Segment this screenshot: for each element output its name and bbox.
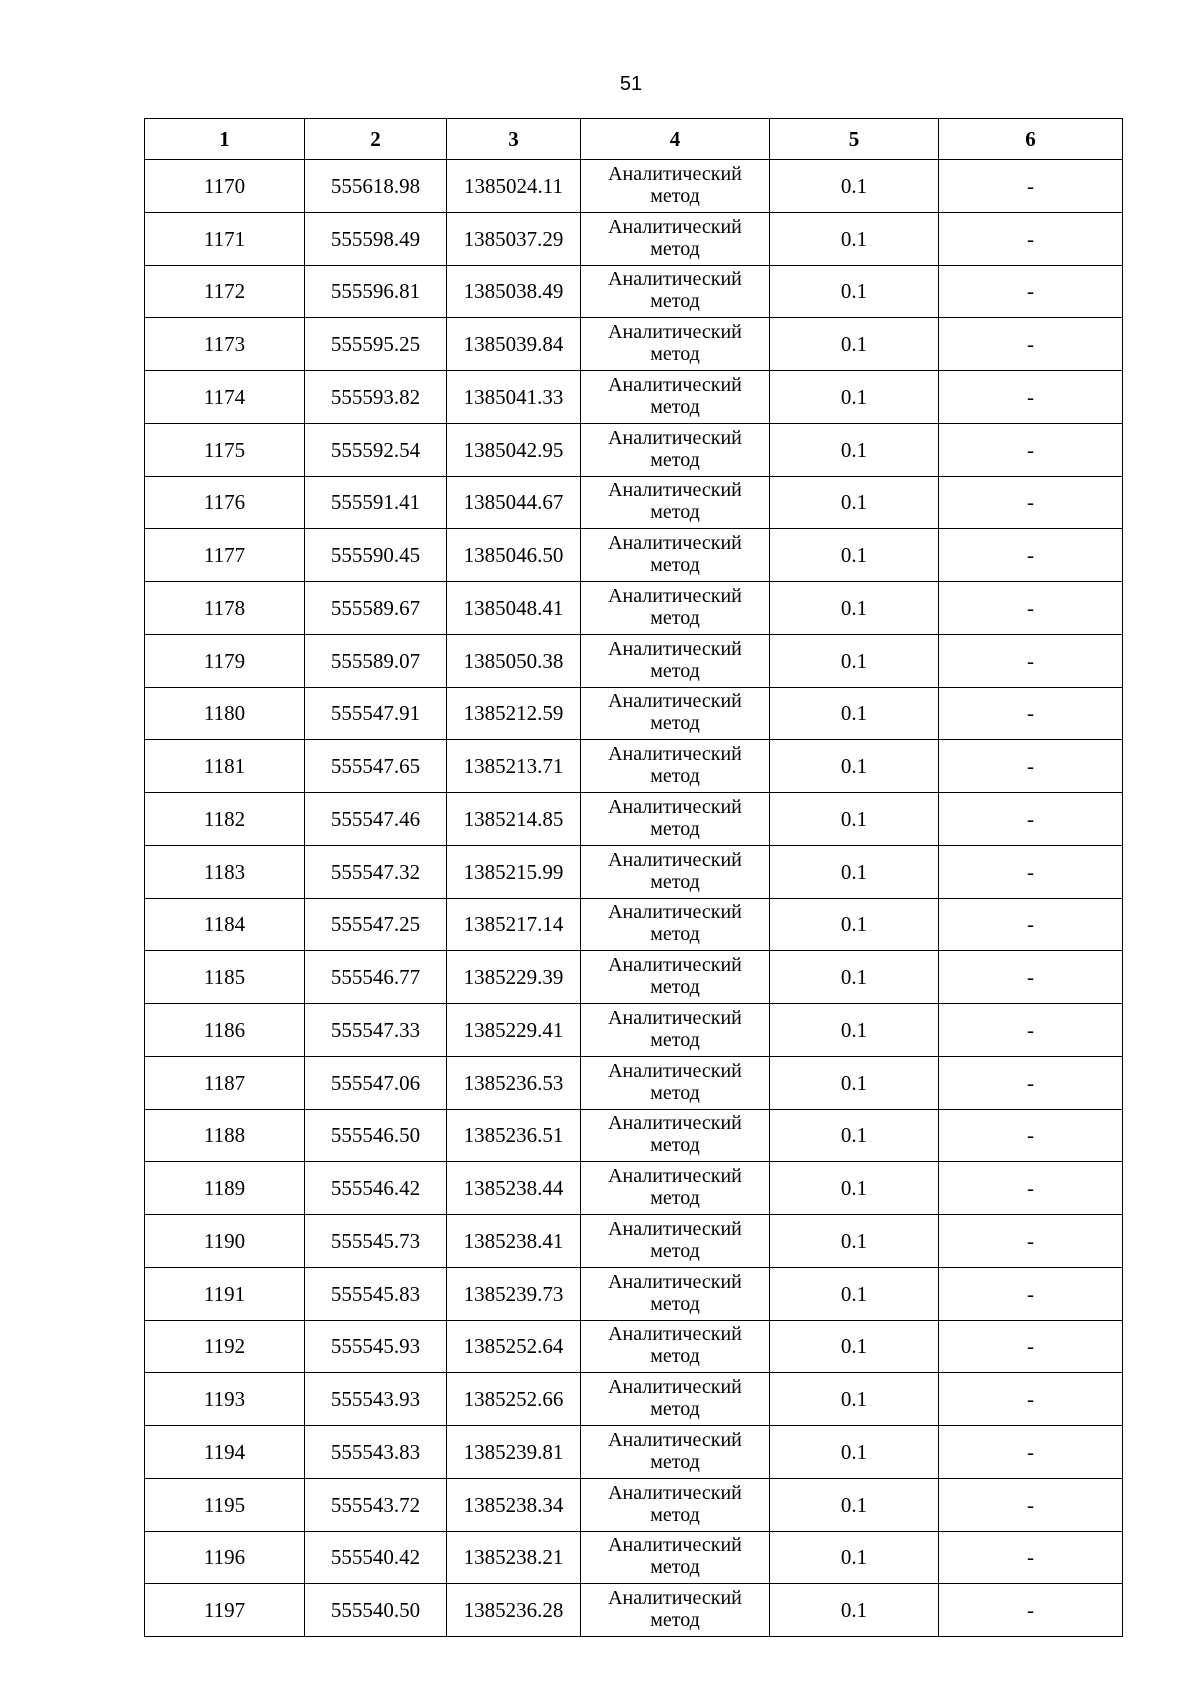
note-cell: -	[939, 160, 1123, 213]
note-cell: -	[939, 371, 1123, 424]
note-cell: -	[939, 845, 1123, 898]
x-coordinate-cell: 555547.46	[305, 793, 447, 846]
y-coordinate-cell: 1385229.41	[447, 1004, 581, 1057]
note-cell: -	[939, 582, 1123, 635]
table-row	[145, 318, 1123, 371]
accuracy-cell: 0.1	[770, 951, 939, 1004]
header-cell-2: 2	[305, 119, 447, 160]
x-coordinate-cell: 555547.32	[305, 845, 447, 898]
table-body	[145, 160, 1123, 1637]
x-coordinate-cell: 555547.06	[305, 1056, 447, 1109]
method-cell: Аналитический метод	[581, 160, 770, 213]
accuracy-cell: 0.1	[770, 582, 939, 635]
method-cell: Аналитический метод	[581, 1004, 770, 1057]
y-coordinate-cell: 1385044.67	[447, 476, 581, 529]
point-number-cell: 1172	[145, 265, 305, 318]
method-cell: Аналитический метод	[581, 793, 770, 846]
header-cell-6: 6	[939, 119, 1123, 160]
x-coordinate-cell: 555545.83	[305, 1267, 447, 1320]
y-coordinate-cell: 1385024.11	[447, 160, 581, 213]
table-row	[145, 582, 1123, 635]
x-coordinate-cell: 555595.25	[305, 318, 447, 371]
point-number-cell: 1185	[145, 951, 305, 1004]
method-cell: Аналитический метод	[581, 1478, 770, 1531]
x-coordinate-cell: 555598.49	[305, 212, 447, 265]
accuracy-cell: 0.1	[770, 1320, 939, 1373]
y-coordinate-cell: 1385048.41	[447, 582, 581, 635]
y-coordinate-cell: 1385236.28	[447, 1584, 581, 1637]
y-coordinate-cell: 1385217.14	[447, 898, 581, 951]
y-coordinate-cell: 1385252.64	[447, 1320, 581, 1373]
note-cell: -	[939, 1373, 1123, 1426]
note-cell: -	[939, 1320, 1123, 1373]
point-number-cell: 1188	[145, 1109, 305, 1162]
table-row	[145, 476, 1123, 529]
method-cell: Аналитический метод	[581, 1320, 770, 1373]
table-row	[145, 951, 1123, 1004]
method-cell: Аналитический метод	[581, 1267, 770, 1320]
table-row	[145, 423, 1123, 476]
note-cell: -	[939, 476, 1123, 529]
x-coordinate-cell: 555543.83	[305, 1426, 447, 1479]
y-coordinate-cell: 1385046.50	[447, 529, 581, 582]
table-row	[145, 529, 1123, 582]
accuracy-cell: 0.1	[770, 1531, 939, 1584]
accuracy-cell: 0.1	[770, 687, 939, 740]
y-coordinate-cell: 1385050.38	[447, 634, 581, 687]
note-cell: -	[939, 898, 1123, 951]
note-cell: -	[939, 423, 1123, 476]
table-row	[145, 687, 1123, 740]
note-cell: -	[939, 1109, 1123, 1162]
x-coordinate-cell: 555546.42	[305, 1162, 447, 1215]
accuracy-cell: 0.1	[770, 1109, 939, 1162]
note-cell: -	[939, 1056, 1123, 1109]
accuracy-cell: 0.1	[770, 1056, 939, 1109]
table-row	[145, 898, 1123, 951]
x-coordinate-cell: 555546.50	[305, 1109, 447, 1162]
header-cell-4: 4	[581, 119, 770, 160]
table-row	[145, 1478, 1123, 1531]
y-coordinate-cell: 1385238.21	[447, 1531, 581, 1584]
accuracy-cell: 0.1	[770, 1478, 939, 1531]
table-row	[145, 1320, 1123, 1373]
method-cell: Аналитический метод	[581, 371, 770, 424]
method-cell: Аналитический метод	[581, 1531, 770, 1584]
accuracy-cell: 0.1	[770, 265, 939, 318]
x-coordinate-cell: 555547.65	[305, 740, 447, 793]
accuracy-cell: 0.1	[770, 1215, 939, 1268]
note-cell: -	[939, 1162, 1123, 1215]
x-coordinate-cell: 555545.73	[305, 1215, 447, 1268]
method-cell: Аналитический метод	[581, 1215, 770, 1268]
table-row	[145, 160, 1123, 213]
table-row	[145, 1531, 1123, 1584]
accuracy-cell: 0.1	[770, 740, 939, 793]
y-coordinate-cell: 1385236.53	[447, 1056, 581, 1109]
table-row	[145, 1162, 1123, 1215]
x-coordinate-cell: 555547.91	[305, 687, 447, 740]
y-coordinate-cell: 1385238.44	[447, 1162, 581, 1215]
y-coordinate-cell: 1385238.34	[447, 1478, 581, 1531]
header-cell-3: 3	[447, 119, 581, 160]
y-coordinate-cell: 1385238.41	[447, 1215, 581, 1268]
method-cell: Аналитический метод	[581, 845, 770, 898]
table-row	[145, 1215, 1123, 1268]
point-number-cell: 1180	[145, 687, 305, 740]
method-cell: Аналитический метод	[581, 476, 770, 529]
method-cell: Аналитический метод	[581, 529, 770, 582]
accuracy-cell: 0.1	[770, 1584, 939, 1637]
point-number-cell: 1175	[145, 423, 305, 476]
x-coordinate-cell: 555592.54	[305, 423, 447, 476]
note-cell: -	[939, 1267, 1123, 1320]
method-cell: Аналитический метод	[581, 740, 770, 793]
table-row	[145, 740, 1123, 793]
point-number-cell: 1174	[145, 371, 305, 424]
x-coordinate-cell: 555589.67	[305, 582, 447, 635]
y-coordinate-cell: 1385214.85	[447, 793, 581, 846]
point-number-cell: 1189	[145, 1162, 305, 1215]
y-coordinate-cell: 1385041.33	[447, 371, 581, 424]
accuracy-cell: 0.1	[770, 634, 939, 687]
accuracy-cell: 0.1	[770, 1267, 939, 1320]
x-coordinate-cell: 555590.45	[305, 529, 447, 582]
table-row	[145, 793, 1123, 846]
point-number-cell: 1195	[145, 1478, 305, 1531]
y-coordinate-cell: 1385038.49	[447, 265, 581, 318]
x-coordinate-cell: 555589.07	[305, 634, 447, 687]
table-row	[145, 845, 1123, 898]
table-row	[145, 1373, 1123, 1426]
table-row	[145, 1584, 1123, 1637]
accuracy-cell: 0.1	[770, 1373, 939, 1426]
method-cell: Аналитический метод	[581, 582, 770, 635]
x-coordinate-cell: 555547.33	[305, 1004, 447, 1057]
accuracy-cell: 0.1	[770, 898, 939, 951]
method-cell: Аналитический метод	[581, 634, 770, 687]
x-coordinate-cell: 555591.41	[305, 476, 447, 529]
accuracy-cell: 0.1	[770, 476, 939, 529]
point-number-cell: 1193	[145, 1373, 305, 1426]
header-cell-5: 5	[770, 119, 939, 160]
accuracy-cell: 0.1	[770, 529, 939, 582]
x-coordinate-cell: 555543.72	[305, 1478, 447, 1531]
y-coordinate-cell: 1385212.59	[447, 687, 581, 740]
accuracy-cell: 0.1	[770, 371, 939, 424]
x-coordinate-cell: 555618.98	[305, 160, 447, 213]
note-cell: -	[939, 265, 1123, 318]
method-cell: Аналитический метод	[581, 687, 770, 740]
accuracy-cell: 0.1	[770, 1004, 939, 1057]
point-number-cell: 1179	[145, 634, 305, 687]
point-number-cell: 1178	[145, 582, 305, 635]
point-number-cell: 1192	[145, 1320, 305, 1373]
note-cell: -	[939, 1215, 1123, 1268]
table-row	[145, 1267, 1123, 1320]
note-cell: -	[939, 1478, 1123, 1531]
point-number-cell: 1187	[145, 1056, 305, 1109]
table-row	[145, 1056, 1123, 1109]
accuracy-cell: 0.1	[770, 318, 939, 371]
point-number-cell: 1183	[145, 845, 305, 898]
point-number-cell: 1190	[145, 1215, 305, 1268]
point-number-cell: 1186	[145, 1004, 305, 1057]
point-number-cell: 1170	[145, 160, 305, 213]
y-coordinate-cell: 1385239.81	[447, 1426, 581, 1479]
table-row	[145, 634, 1123, 687]
accuracy-cell: 0.1	[770, 793, 939, 846]
method-cell: Аналитический метод	[581, 1109, 770, 1162]
header-cell-1: 1	[145, 119, 305, 160]
method-cell: Аналитический метод	[581, 1373, 770, 1426]
note-cell: -	[939, 951, 1123, 1004]
point-number-cell: 1194	[145, 1426, 305, 1479]
note-cell: -	[939, 212, 1123, 265]
note-cell: -	[939, 740, 1123, 793]
point-number-cell: 1173	[145, 318, 305, 371]
note-cell: -	[939, 634, 1123, 687]
accuracy-cell: 0.1	[770, 423, 939, 476]
table-row	[145, 1109, 1123, 1162]
y-coordinate-cell: 1385042.95	[447, 423, 581, 476]
note-cell: -	[939, 1004, 1123, 1057]
method-cell: Аналитический метод	[581, 1056, 770, 1109]
point-number-cell: 1182	[145, 793, 305, 846]
y-coordinate-cell: 1385229.39	[447, 951, 581, 1004]
accuracy-cell: 0.1	[770, 1426, 939, 1479]
point-number-cell: 1196	[145, 1531, 305, 1584]
x-coordinate-cell: 555540.50	[305, 1584, 447, 1637]
x-coordinate-cell: 555543.93	[305, 1373, 447, 1426]
table-row	[145, 212, 1123, 265]
y-coordinate-cell: 1385039.84	[447, 318, 581, 371]
x-coordinate-cell: 555596.81	[305, 265, 447, 318]
method-cell: Аналитический метод	[581, 1584, 770, 1637]
y-coordinate-cell: 1385239.73	[447, 1267, 581, 1320]
note-cell: -	[939, 1584, 1123, 1637]
note-cell: -	[939, 529, 1123, 582]
method-cell: Аналитический метод	[581, 423, 770, 476]
table-row	[145, 265, 1123, 318]
accuracy-cell: 0.1	[770, 845, 939, 898]
method-cell: Аналитический метод	[581, 212, 770, 265]
y-coordinate-cell: 1385213.71	[447, 740, 581, 793]
method-cell: Аналитический метод	[581, 318, 770, 371]
table-header-row	[145, 119, 1123, 160]
method-cell: Аналитический метод	[581, 265, 770, 318]
x-coordinate-cell: 555545.93	[305, 1320, 447, 1373]
note-cell: -	[939, 318, 1123, 371]
method-cell: Аналитический метод	[581, 898, 770, 951]
x-coordinate-cell: 555547.25	[305, 898, 447, 951]
y-coordinate-cell: 1385215.99	[447, 845, 581, 898]
y-coordinate-cell: 1385252.66	[447, 1373, 581, 1426]
note-cell: -	[939, 793, 1123, 846]
point-number-cell: 1171	[145, 212, 305, 265]
point-number-cell: 1177	[145, 529, 305, 582]
y-coordinate-cell: 1385236.51	[447, 1109, 581, 1162]
table-header	[145, 119, 1123, 160]
coordinates-table	[144, 118, 1123, 1637]
x-coordinate-cell: 555540.42	[305, 1531, 447, 1584]
page-number: 51	[619, 73, 643, 95]
table-row	[145, 1004, 1123, 1057]
accuracy-cell: 0.1	[770, 160, 939, 213]
y-coordinate-cell: 1385037.29	[447, 212, 581, 265]
point-number-cell: 1176	[145, 476, 305, 529]
point-number-cell: 1191	[145, 1267, 305, 1320]
x-coordinate-cell: 555546.77	[305, 951, 447, 1004]
note-cell: -	[939, 1531, 1123, 1584]
note-cell: -	[939, 687, 1123, 740]
method-cell: Аналитический метод	[581, 1426, 770, 1479]
point-number-cell: 1197	[145, 1584, 305, 1637]
method-cell: Аналитический метод	[581, 951, 770, 1004]
method-cell: Аналитический метод	[581, 1162, 770, 1215]
point-number-cell: 1181	[145, 740, 305, 793]
point-number-cell: 1184	[145, 898, 305, 951]
accuracy-cell: 0.1	[770, 212, 939, 265]
note-cell: -	[939, 1426, 1123, 1479]
accuracy-cell: 0.1	[770, 1162, 939, 1215]
x-coordinate-cell: 555593.82	[305, 371, 447, 424]
table-row	[145, 1426, 1123, 1479]
table-row	[145, 371, 1123, 424]
